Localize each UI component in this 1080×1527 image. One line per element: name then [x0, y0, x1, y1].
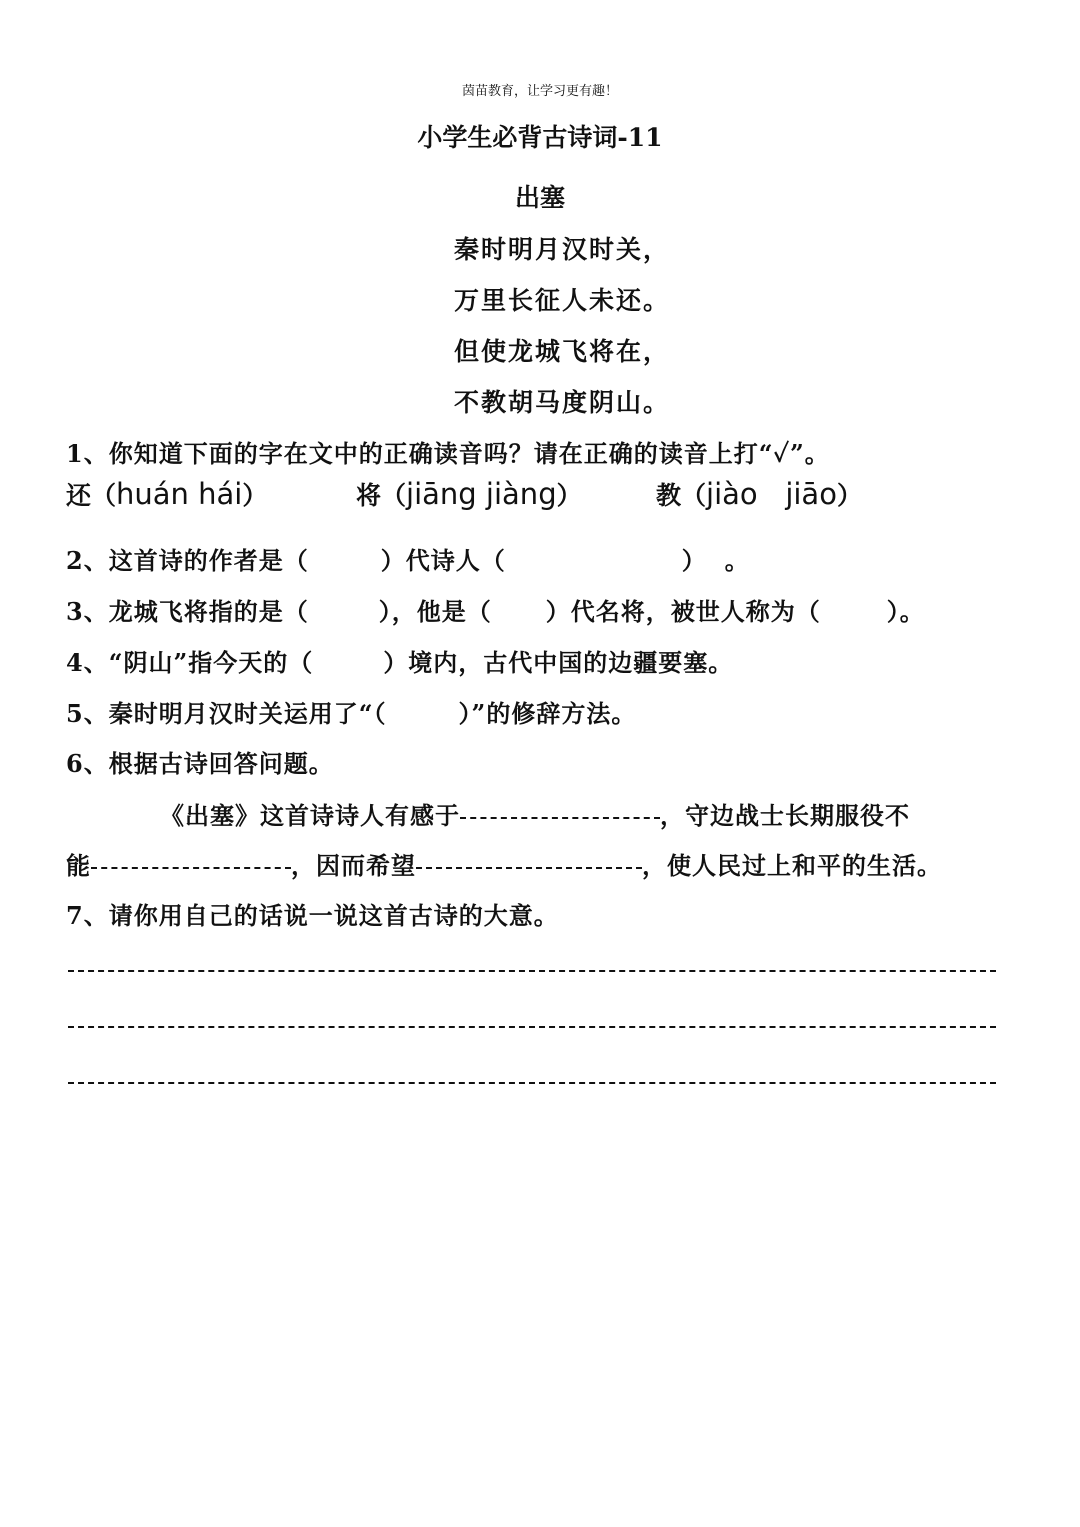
page-header: 茵苗教育，让学习更有趣！	[461, 84, 618, 99]
pinyin-open: （	[381, 481, 407, 510]
pinyin-char: 将	[356, 481, 382, 510]
pinyin-char: 还	[66, 481, 92, 510]
question-6-para-2	[66, 846, 942, 881]
pinyin-open: （	[91, 481, 117, 510]
question-5	[66, 694, 636, 729]
pinyin-choice-jiao[interactable]	[656, 476, 862, 512]
poem-line: 但使龙城飞将在，	[454, 337, 671, 366]
pinyin-close: ）	[836, 481, 862, 510]
pinyin-close: ）	[242, 481, 268, 510]
pinyin-options: jiào jiāo	[706, 477, 837, 511]
q6-text-3: 能	[66, 851, 91, 880]
q4-text-a: 4、“阴山”指今天的（	[66, 648, 314, 677]
question-7: 7、请你用自己的话说一说这首古诗的大意。	[66, 901, 559, 930]
answer-blank-line[interactable]	[416, 866, 642, 869]
question-3	[66, 592, 925, 627]
poem-line: 万里长征人未还。	[454, 286, 671, 315]
answer-line[interactable]	[68, 970, 996, 972]
poem-line: 秦时明月汉时关，	[454, 235, 671, 264]
q3-text-a: 3、龙城飞将指的是（	[66, 597, 309, 626]
pinyin-open: （	[681, 481, 707, 510]
question-6: 6、根据古诗回答问题。	[66, 749, 334, 778]
answer-line[interactable]	[68, 1026, 996, 1028]
q5-text-b: ）”的修辞方法。	[458, 699, 637, 728]
pinyin-options: jiāng jiàng	[406, 477, 557, 511]
question-6-para-1	[160, 796, 910, 831]
answer-line[interactable]	[68, 1082, 996, 1084]
poem-title: 出塞	[514, 183, 565, 212]
answer-blank-line[interactable]	[460, 816, 660, 819]
question-4	[66, 643, 733, 678]
pinyin-options: huán hái	[116, 477, 243, 511]
page-title: 小学生必背古诗词-11	[417, 123, 663, 152]
q6-text-1: 《出塞》这首诗诗人有感于	[160, 801, 460, 830]
answer-blank-line[interactable]	[91, 866, 291, 869]
q3-text-b: ），他是（	[378, 597, 492, 626]
pinyin-close: ）	[556, 481, 582, 510]
question-1: 1、你知道下面的字在文中的正确读音吗？请在正确的读音上打“✓”。	[66, 439, 830, 468]
q6-text-4: ，因而希望	[291, 851, 416, 880]
pinyin-choice-huan[interactable]	[66, 476, 267, 512]
q6-text-5: ，使人民过上和平的生活。	[642, 851, 942, 880]
question-2	[66, 541, 750, 576]
q4-text-b: ）境内，古代中国的边疆要塞。	[383, 648, 734, 677]
pinyin-choice-jiang[interactable]	[356, 476, 582, 512]
q2-text-c: ）	[681, 546, 707, 575]
poem-line: 不教胡马度阴山。	[454, 388, 671, 417]
q3-text-d: ）。	[886, 597, 925, 626]
q5-text-a: 5、秦时明月汉时关运用了“（	[66, 699, 387, 728]
pinyin-char: 教	[656, 481, 682, 510]
q6-text-2: ，守边战士长期服役不	[660, 801, 910, 830]
q2-text-a: 2、这首诗的作者是（	[66, 546, 309, 575]
q3-text-c: ）代名将，被世人称为（	[545, 597, 821, 626]
q2-text-b: ）代诗人（	[380, 546, 506, 575]
q2-text-d: 。	[724, 546, 750, 575]
